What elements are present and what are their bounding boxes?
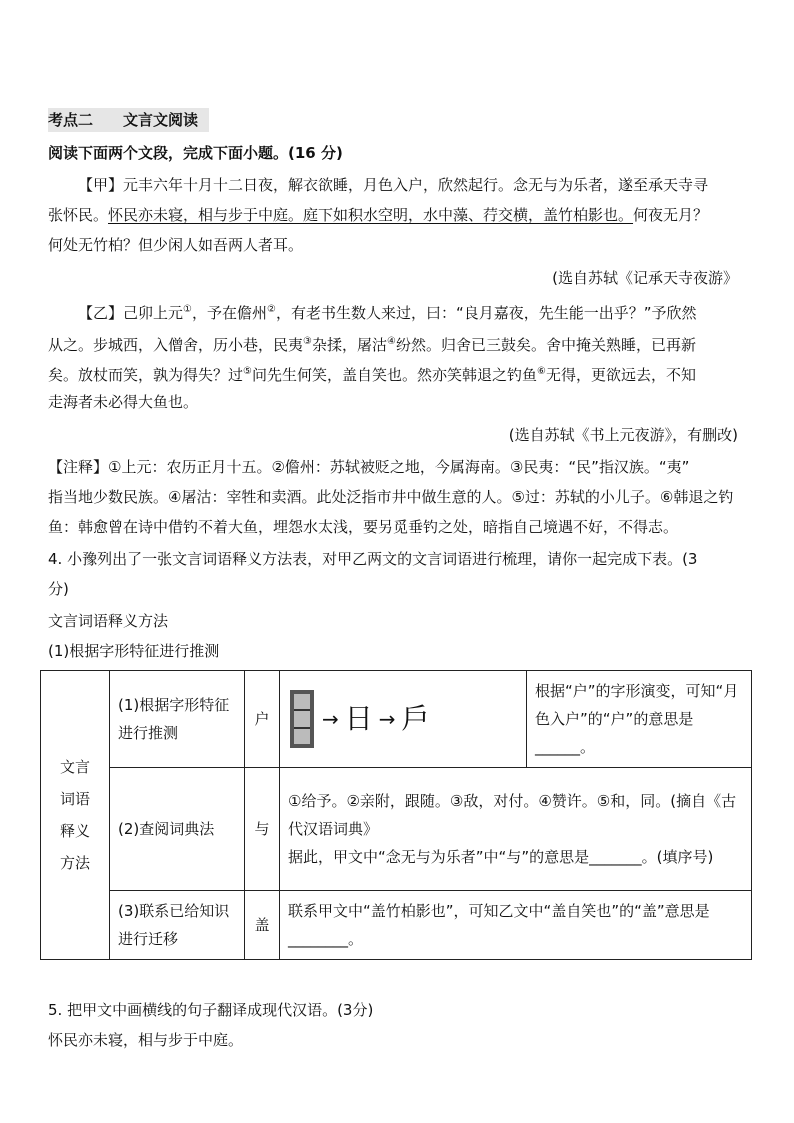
instruction: 阅读下面两个文段，完成下面小题。(16 分) bbox=[48, 144, 343, 162]
char-cell: 与 bbox=[245, 768, 280, 891]
dictionary-question: 据此，甲文中“念无与为乐者”中“与”的意思是_______。(填序号) bbox=[288, 848, 714, 866]
dictionary-cell[interactable] bbox=[280, 768, 752, 891]
note-ref: ④ bbox=[387, 336, 396, 347]
yi-text: 矣。放杖而笑，孰为得失？过 bbox=[48, 366, 244, 384]
arrow: → bbox=[378, 707, 396, 731]
char-cell: 盖 bbox=[245, 891, 280, 960]
jia-line-3: 何处无竹柏？但少闲人如吾两人者耳。 bbox=[48, 236, 304, 254]
q4-line-2: 分) bbox=[48, 580, 69, 598]
method-cell: (1)根据字形特征进行推测 bbox=[110, 671, 245, 768]
dictionary-entries: ①给予。②亲附，跟随。③敌，对付。④赞许。⑤和，同。(摘自《古代汉语词典》 bbox=[288, 792, 737, 838]
yi-text: 问先生何笑，盖自笑也。然亦笑韩退之钓鱼 bbox=[251, 366, 537, 384]
method-cell: (2)查阅词典法 bbox=[110, 768, 245, 891]
yi-text: ，予在儋州 bbox=[191, 304, 267, 322]
arrow: → bbox=[322, 707, 339, 731]
q4-line-1: 4. 小豫列出了一张文言词语释义方法表，对甲乙两文的文言词语进行梳理，请你一起完成下表。(3 bbox=[48, 550, 698, 568]
section-title: 文言文阅读 bbox=[123, 111, 199, 129]
jia-line-2-post: 何夜无月？ bbox=[633, 206, 709, 224]
yi-line-1 bbox=[48, 300, 697, 323]
jia-line-2 bbox=[48, 205, 708, 225]
q5-line-1: 5. 把甲文中画横线的句子翻译成现代汉语。(3分) bbox=[48, 1001, 374, 1019]
notes-line-3: 鱼：韩愈曾在诗中借钓不着大鱼，埋怨水太浅，要另觅垂钓之处，暗指自己境遇不好，不得志。 bbox=[48, 518, 679, 536]
note-ref: ⑤ bbox=[243, 366, 252, 377]
jia-source: (选自苏轼《记承天寺夜游》 bbox=[552, 269, 738, 287]
char-cell: 户 bbox=[245, 671, 280, 768]
note-ref: ② bbox=[267, 304, 276, 315]
notes-line-1: 【注释】①上元：农历正月十五。②儋州：苏轼被贬之地，今属海南。③民夷：“民”指汉族。“夷” bbox=[48, 458, 690, 476]
yi-line-2 bbox=[48, 332, 696, 355]
note-ref: ③ bbox=[303, 336, 312, 347]
glyph-evolution bbox=[280, 671, 527, 768]
door-glyph-icon bbox=[288, 688, 316, 750]
yi-text: 杂揉，屠沽 bbox=[311, 336, 387, 354]
glyph-hu: 戶 bbox=[401, 702, 430, 735]
yi-text: 纷然。归舍已三鼓矣。舍中掩关熟睡，已再新 bbox=[395, 336, 696, 354]
yi-text: 【乙】己卯上元 bbox=[78, 304, 184, 322]
jia-line-2-pre: 张怀民。 bbox=[48, 206, 109, 224]
notes-line-2: 指当地少数民族。④屠沽：宰牲和卖酒。此处泛指市井中做生意的人。⑤过：苏轼的小儿子。⑥韩退之钓 bbox=[48, 488, 734, 506]
transfer-cell[interactable]: 联系甲文中“盖竹柏影也”，可知乙文中“盖自笑也”的“盖”意思是________。 bbox=[280, 891, 752, 960]
method-cell: (3)联系已给知识进行迁移 bbox=[110, 891, 245, 960]
yi-line-3 bbox=[48, 362, 696, 385]
table-row bbox=[41, 671, 752, 768]
section-label: 考点二 bbox=[48, 111, 94, 129]
yi-line-4: 走海者未必得大鱼也。 bbox=[48, 393, 199, 411]
glyph-ri: 日 bbox=[344, 702, 373, 735]
note-ref: ① bbox=[183, 304, 192, 315]
section-heading bbox=[48, 108, 209, 132]
jia-line-1: 【甲】元丰六年十月十二日夜，解衣欲睡，月色入户，欣然起行。念无与为乐者，遂至承天寺寻 bbox=[78, 176, 709, 194]
table-subtitle: (1)根据字形特征进行推测 bbox=[48, 642, 220, 660]
table-row bbox=[41, 891, 752, 960]
table-title: 文言词语释义方法 bbox=[48, 612, 169, 630]
answer-cell[interactable]: 根据“户”的字形演变，可知“月色入户”的“户”的意思是______。 bbox=[527, 671, 752, 768]
method-table bbox=[40, 670, 752, 960]
yi-text: 从之。步城西，入僧舍，历小巷，民夷 bbox=[48, 336, 304, 354]
q5-line-2: 怀民亦未寝，相与步于中庭。 bbox=[48, 1031, 244, 1049]
note-ref: ⑥ bbox=[537, 366, 546, 377]
yi-text: 无得，更欲远去，不知 bbox=[545, 366, 696, 384]
yi-source: (选自苏轼《书上元夜游》，有删改) bbox=[508, 426, 738, 444]
yi-text: ，有老书生数人来过，曰：“良月嘉夜，先生能一出乎？”予欣然 bbox=[275, 304, 697, 322]
table-row bbox=[41, 768, 752, 891]
jia-underlined-sentence: 怀民亦未寝，相与步于中庭。庭下如积水空明，水中藻、荇交横，盖竹柏影也。 bbox=[108, 206, 634, 224]
row-header: 文言词语释义方法 bbox=[41, 671, 110, 960]
